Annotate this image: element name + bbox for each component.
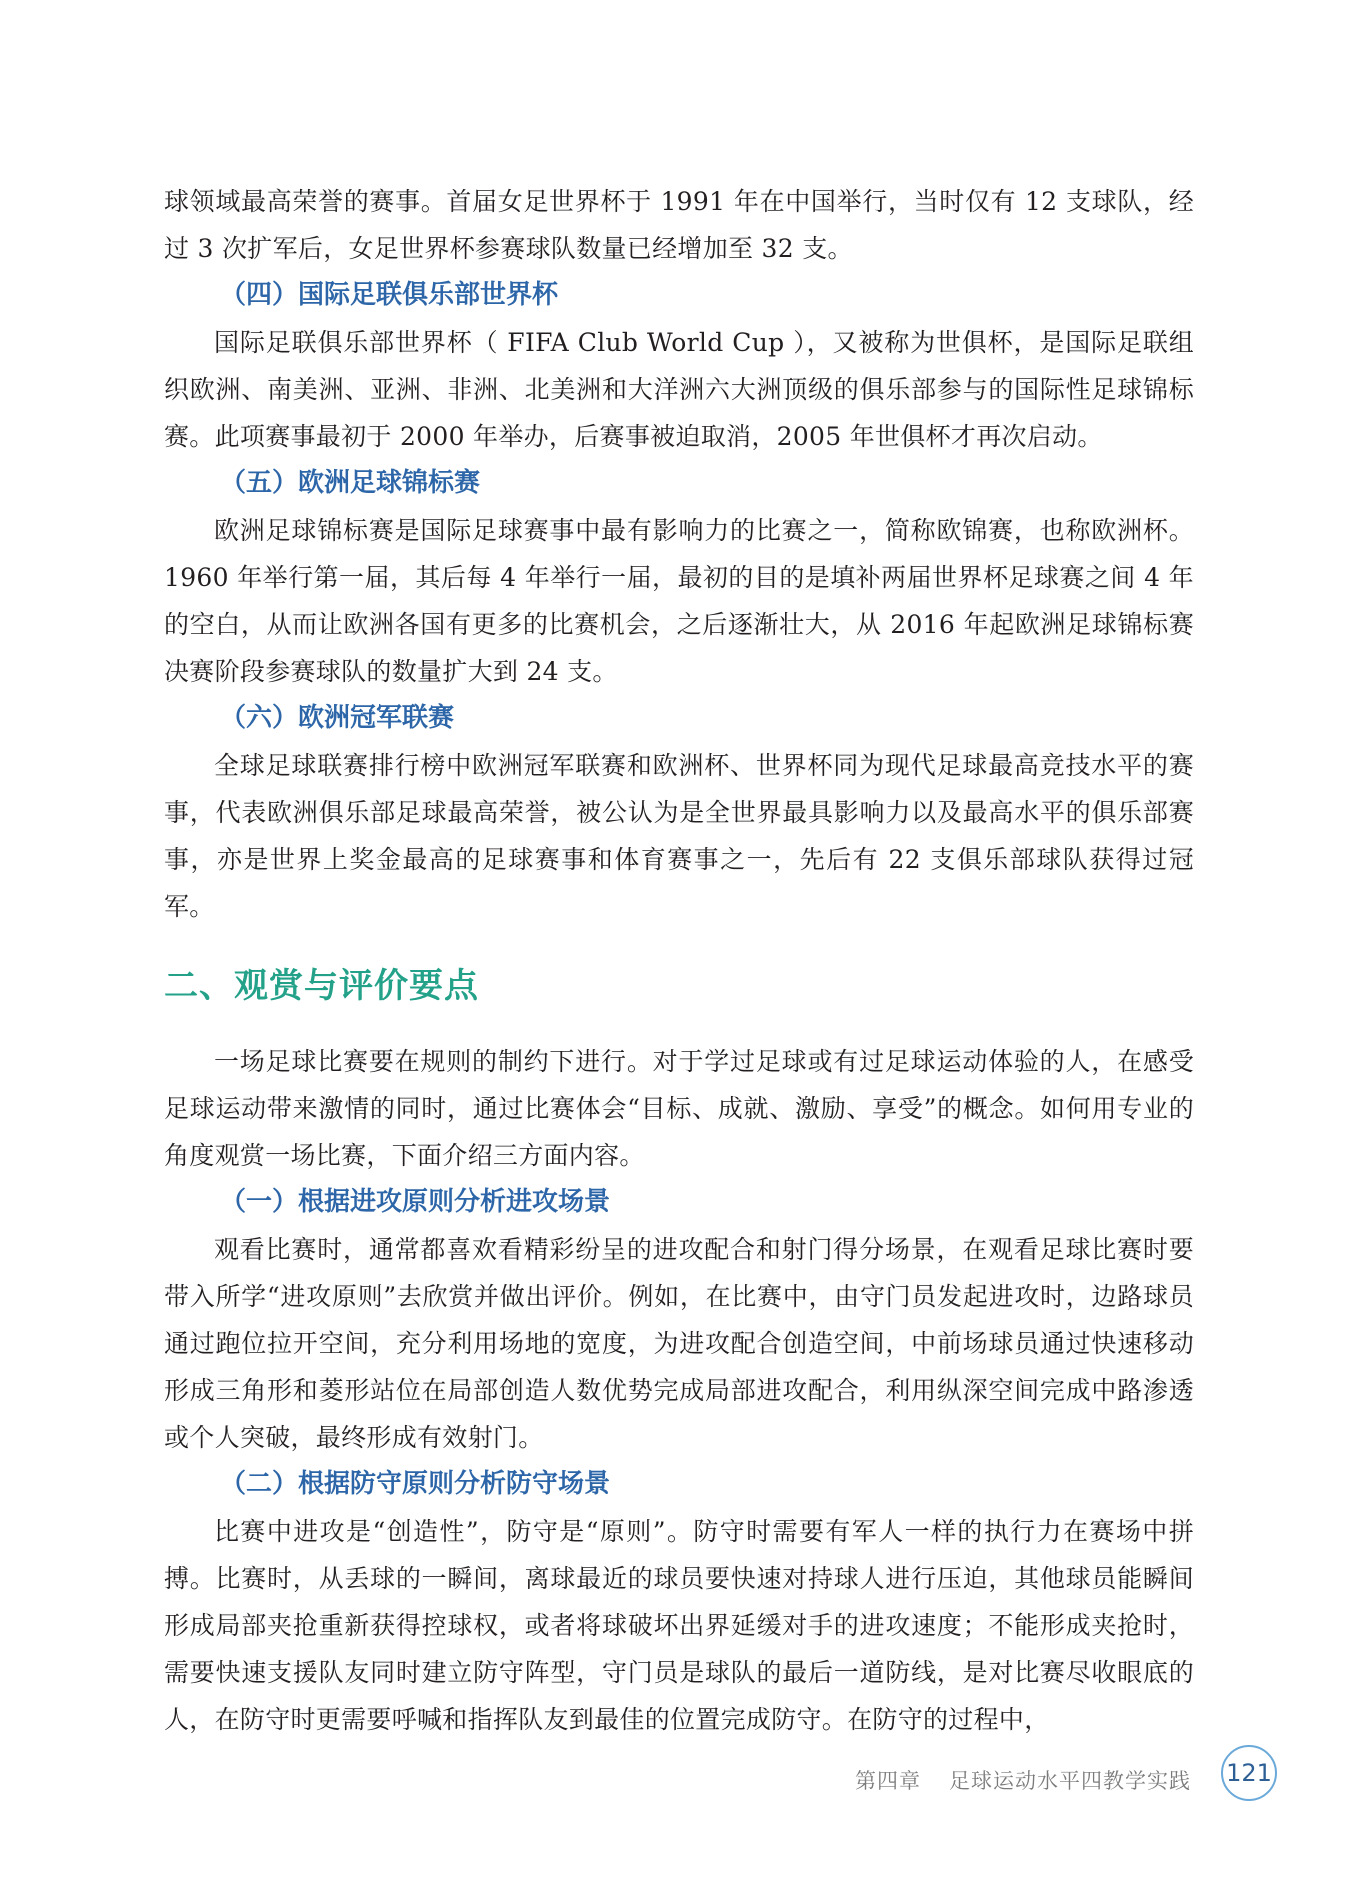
- subheading-champions-league: （六）欧洲冠军联赛: [220, 703, 455, 733]
- paragraph-womens-world-cup-end: 球领域最高荣誉的赛事。首届女足世界杯于 1991 年在中国举行，当时仅有 12 支球队，经过 3 次扩军后，女足世界杯参赛球队数量已经增加至 32 支。: [164, 187, 1194, 263]
- footer-chapter-title: 足球运动水平四教学实践: [949, 1769, 1191, 1793]
- subheading-club-world-cup: （四）国际足联俱乐部世界杯: [220, 280, 559, 310]
- subheading-attack-principles: （一）根据进攻原则分析进攻场景: [220, 1187, 611, 1217]
- section-heading-viewing-evaluation: 二、观赏与评价要点: [164, 966, 479, 1006]
- subheading-euro-championship: （五）欧洲足球锦标赛: [220, 468, 481, 498]
- paragraph-attack-principles: 观看比赛时，通常都喜欢看精彩纷呈的进攻配合和射门得分场景，在观看足球比赛时要带入所学“进攻原则”去欣赏并做出评价。例如，在比赛中，由守门员发起进攻时，边路球员通过跑位拉开空间，充分利用场地的宽度，为进攻配合创造空间，中前场球员通过快速移动形成三角形和菱形站位在局部创造人数优势完成局部进攻配合，利用纵深空间完成中路渗透或个人突破，最终形成有效射门。: [164, 1235, 1194, 1452]
- paragraph-viewing-intro: 一场足球比赛要在规则的制约下进行。对于学过足球或有过足球运动体验的人，在感受足球运动带来激情的同时，通过比赛体会“目标、成就、激励、享受”的概念。如何用专业的角度观赏一场比赛，下面介绍三方面内容。: [164, 1047, 1194, 1170]
- page-footer: [0, 1745, 1353, 1815]
- subheading-defense-principles: （二）根据防守原则分析防守场景: [220, 1469, 611, 1499]
- footer-chapter: 第四章: [855, 1769, 921, 1793]
- paragraph-champions-league: 全球足球联赛排行榜中欧洲冠军联赛和欧洲杯、世界杯同为现代足球最高竞技水平的赛事，代表欧洲俱乐部足球最高荣誉，被公认为是全世界最具影响力以及最高水平的俱乐部赛事，亦是世界上奖金最高的足球赛事和体育赛事之一，先后有 22 支俱乐部球队获得过冠军。: [164, 751, 1194, 921]
- page-body: [164, 178, 1194, 1743]
- paragraph-defense-principles: 比赛中进攻是“创造性”，防守是“原则”。防守时需要有军人一样的执行力在赛场中拼搏。比赛时，从丢球的一瞬间，离球最近的球员要快速对持球人进行压迫，其他球员能瞬间形成局部夹抢重新获得控球权，或者将球破坏出界延缓对手的进攻速度；不能形成夹抢时，需要快速支援队友同时建立防守阵型，守门员是球队的最后一道防线，是对比赛尽收眼底的人，在防守时更需要呼喊和指挥队友到最佳的位置完成防守。在防守的过程中，: [164, 1517, 1194, 1734]
- footer-running-title: [855, 1765, 1191, 1795]
- paragraph-club-world-cup: 国际足联俱乐部世界杯（ FIFA Club World Cup ），又被称为世俱杯，是国际足联组织欧洲、南美洲、亚洲、非洲、北美洲和大洋洲六大洲顶级的俱乐部参与的国际性足球锦标赛。此项赛事最初于 2000 年举办，后赛事被迫取消，2005 年世俱杯才再次启动。: [164, 328, 1194, 451]
- page-number-badge: 121: [1221, 1745, 1277, 1801]
- paragraph-euro-championship: 欧洲足球锦标赛是国际足球赛事中最有影响力的比赛之一，简称欧锦赛，也称欧洲杯。1960 年举行第一届，其后每 4 年举行一届，最初的目的是填补两届世界杯足球赛之间 4 年的空白，从而让欧洲各国有更多的比赛机会，之后逐渐壮大，从 2016 年起欧洲足球锦标赛决赛阶段参赛球队的数量扩大到 24 支。: [164, 516, 1194, 686]
